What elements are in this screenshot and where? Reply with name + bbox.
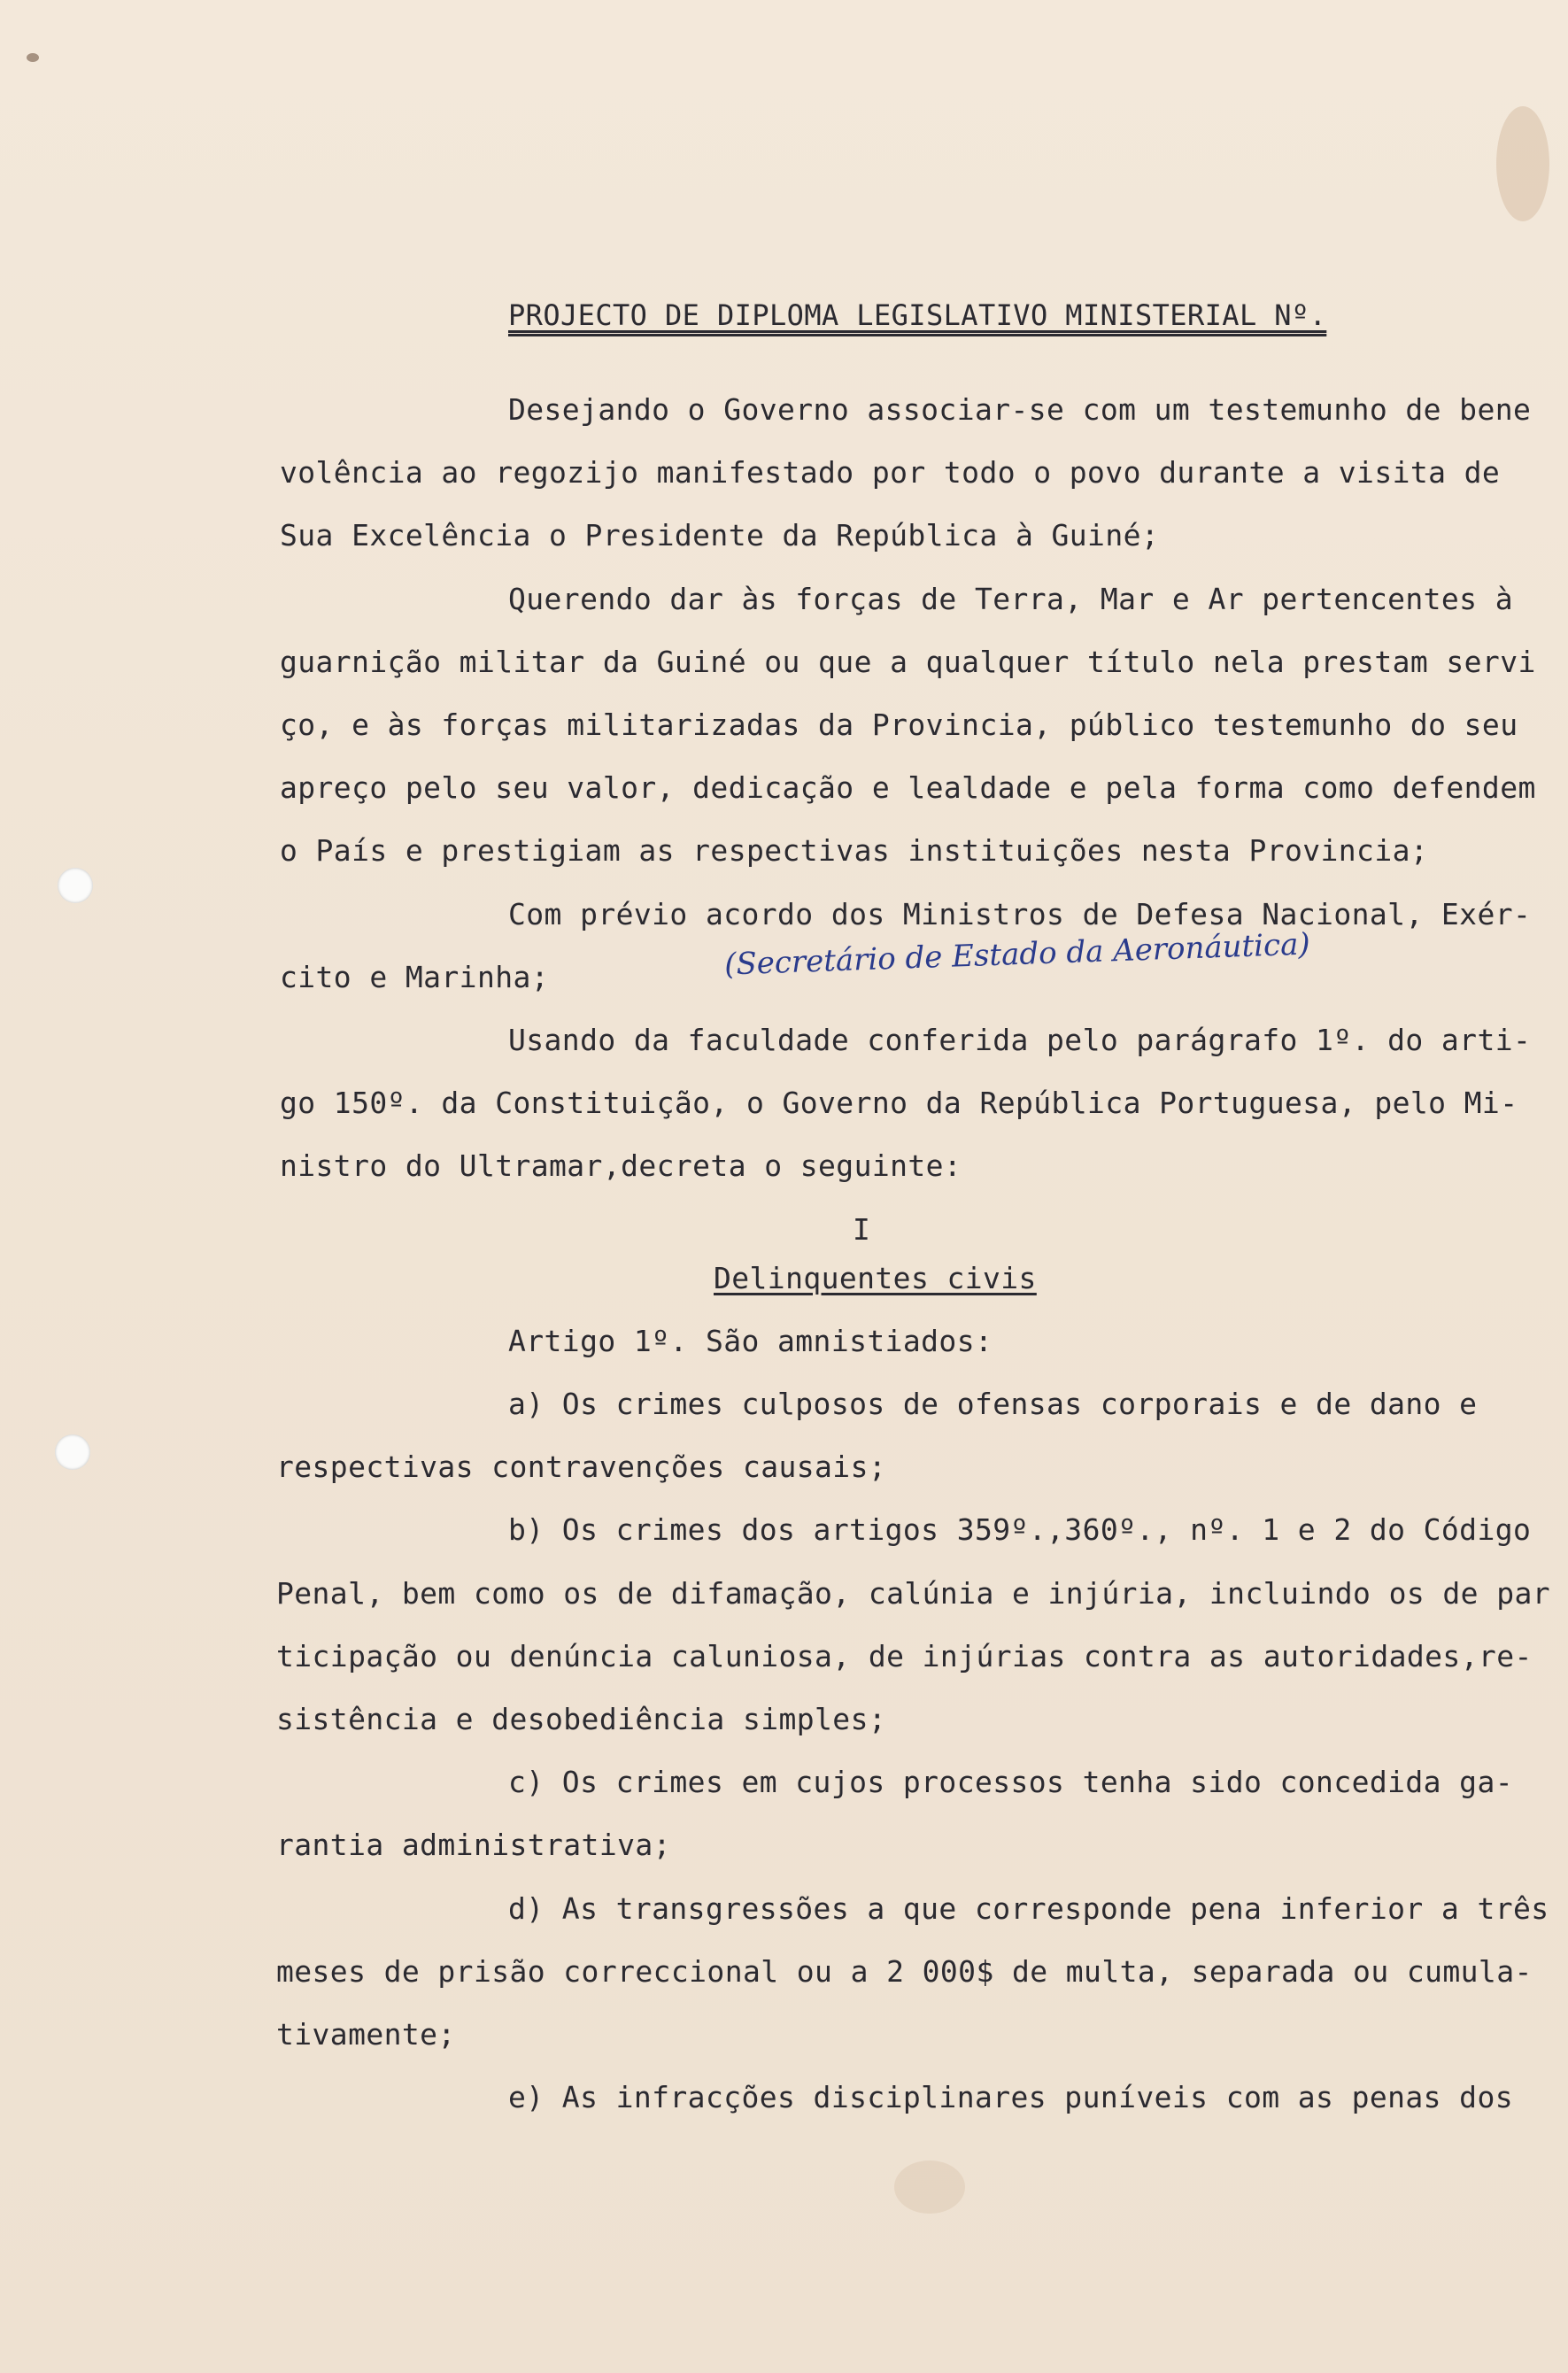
text-line: Penal, bem como os de difamação, calúnia e injúria, incluindo os de par [276, 1576, 1551, 1611]
handwritten-note: (Secretário de Estado da Aeronáutica) [723, 926, 1311, 983]
punch-hole [55, 1434, 90, 1470]
text-line: c) Os crimes em cujos processos tenha sido concedida ga- [508, 1765, 1513, 1799]
text-line: apreço pelo seu valor, dedicação e lealdade e pela forma como defendem [280, 770, 1536, 805]
text-line: nistro do Ultramar,decreta o seguinte: [280, 1148, 962, 1183]
text-line: Sua Excelência o Presidente da República à Guiné; [280, 518, 1160, 553]
document-title: PROJECTO DE DIPLOMA LEGISLATIVO MINISTERIAL Nº. [508, 298, 1327, 332]
text-line: o País e prestigiam as respectivas instituições nesta Provincia; [280, 833, 1429, 868]
paper-stain [27, 53, 39, 62]
text-line: guarnição militar da Guiné ou que a qualquer título nela prestam servi [280, 645, 1536, 679]
text-line: volência ao regozijo manifestado por todo o povo durante a visita de [280, 455, 1501, 490]
article-heading: Artigo 1º. São amnistiados: [508, 1324, 993, 1358]
text-line: meses de prisão correccional ou a 2 000$ de multa, separada ou cumula- [276, 1954, 1533, 1989]
text-line: sistência e desobediência simples; [276, 1702, 887, 1736]
text-line: ticipação ou denúncia caluniosa, de injúrias contra as autoridades,re- [276, 1639, 1533, 1673]
text-line: tivamente; [276, 2017, 456, 2052]
text-line: d) As transgressões a que corresponde pena inferior a três [508, 1891, 1549, 1926]
text-line: a) Os crimes culposos de ofensas corporais e de dano e [508, 1387, 1478, 1421]
section-heading: Delinquentes civis [714, 1261, 1037, 1295]
section-number: I [853, 1212, 871, 1247]
text-line: cito e Marinha; [280, 960, 550, 994]
text-line: go 150º. da Constituição, o Governo da República Portuguesa, pelo Mi- [280, 1086, 1518, 1120]
text-line: Com prévio acordo dos Ministros de Defesa Nacional, Exér- [508, 897, 1532, 931]
paper-stain [1496, 106, 1549, 221]
text-line: e) As infracções disciplinares puníveis com as penas dos [508, 2080, 1513, 2114]
text-line: respectivas contravenções causais; [276, 1449, 887, 1484]
text-line: Querendo dar às forças de Terra, Mar e Ar pertencentes à [508, 582, 1513, 616]
text-line: rantia administrativa; [276, 1828, 671, 1862]
text-line: Desejando o Governo associar-se com um testemunho de bene [508, 392, 1532, 427]
text-line: Usando da faculdade conferida pelo parágrafo 1º. do arti- [508, 1023, 1532, 1057]
punch-hole [58, 868, 93, 903]
paper-stain [894, 2160, 965, 2214]
text-line: ço, e às forças militarizadas da Provincia, público testemunho do seu [280, 707, 1518, 742]
text-line: b) Os crimes dos artigos 359º.,360º., nº. 1 e 2 do Código [508, 1512, 1532, 1547]
